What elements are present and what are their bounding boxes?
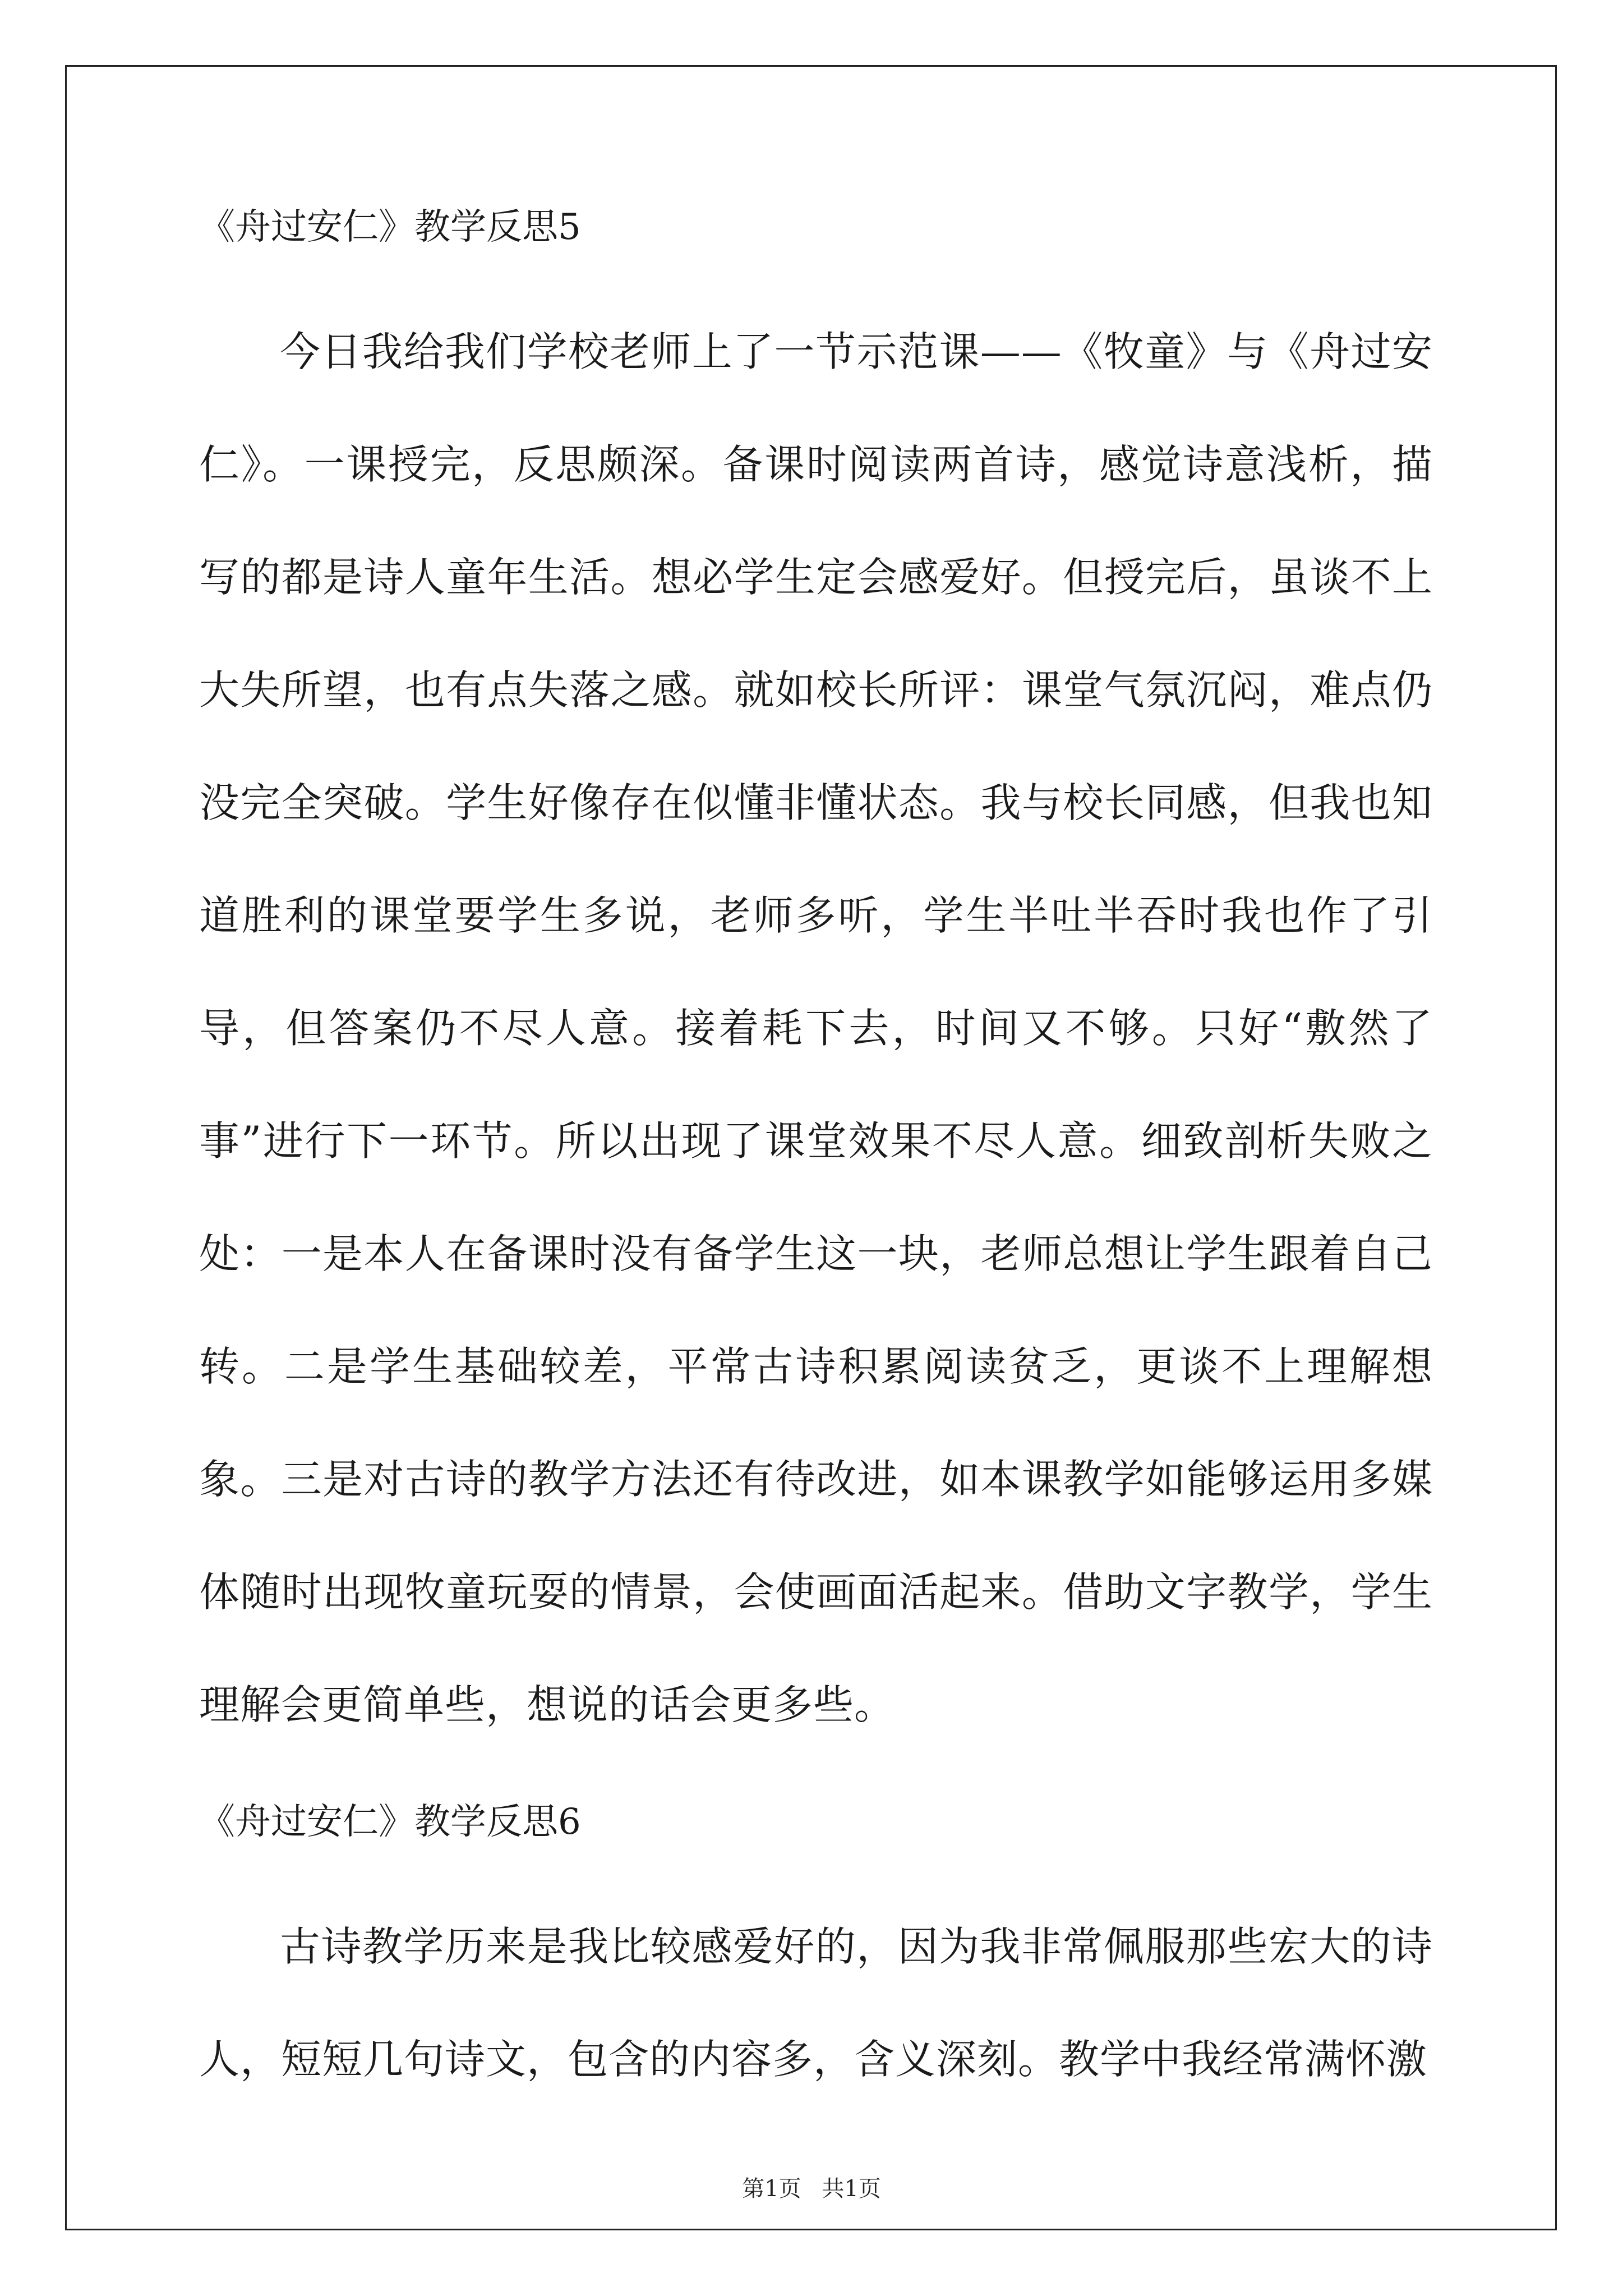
document-body [199, 199, 1433, 2116]
section-title: 《舟过安仁》教学反思6 [199, 1801, 581, 1843]
page-footer [0, 2171, 1623, 2203]
page-number: 第1页 [742, 2176, 801, 2202]
section-paragraph: 古诗教学历来是我比较感爱好的，因为我非常佩服那些宏大的诗人，短短几句诗文，包含的内容多，含义深刻。教学中我经常满怀激 [199, 1923, 1433, 2083]
section-paragraph: 今日我给我们学校老师上了一节示范课——《牧童》与《舟过安仁》。一课授完，反思颇深。备课时阅读两首诗，感觉诗意浅析，描写的都是诗人童年生活。想必学生定会感爱好。但授完后，虽谈不上大失所望，也有点失落之感。就如校长所评：课堂气氛沉闷，难点仍没完全突破。学生好像存在似懂非懂状态。我与校长同感，但我也知道胜利的课堂要学生多说，老师多听，学生半吐半吞时我也作了引导，但答案仍不尽人意。接着耗下去，时间又不够。只好“敷然了事”进行下一环节。所以出现了课堂效果不尽人意。细致剖析失败之处：一是本人在备课时没有备学生这一块，老师总想让学生跟着自己转。二是学生基础较差，平常古诗积累阅读贫乏，更谈不上理解想象。三是对古诗的教学方法还有待改进，如本课教学如能够运用多媒体随时出现牧童玩耍的情景，会使画面活起来。借助文字教学，学生理解会更简单些，想说的话会更多些。 [199, 328, 1433, 1728]
section-title: 《舟过安仁》教学反思5 [199, 206, 581, 248]
page-total: 共1页 [822, 2176, 881, 2202]
